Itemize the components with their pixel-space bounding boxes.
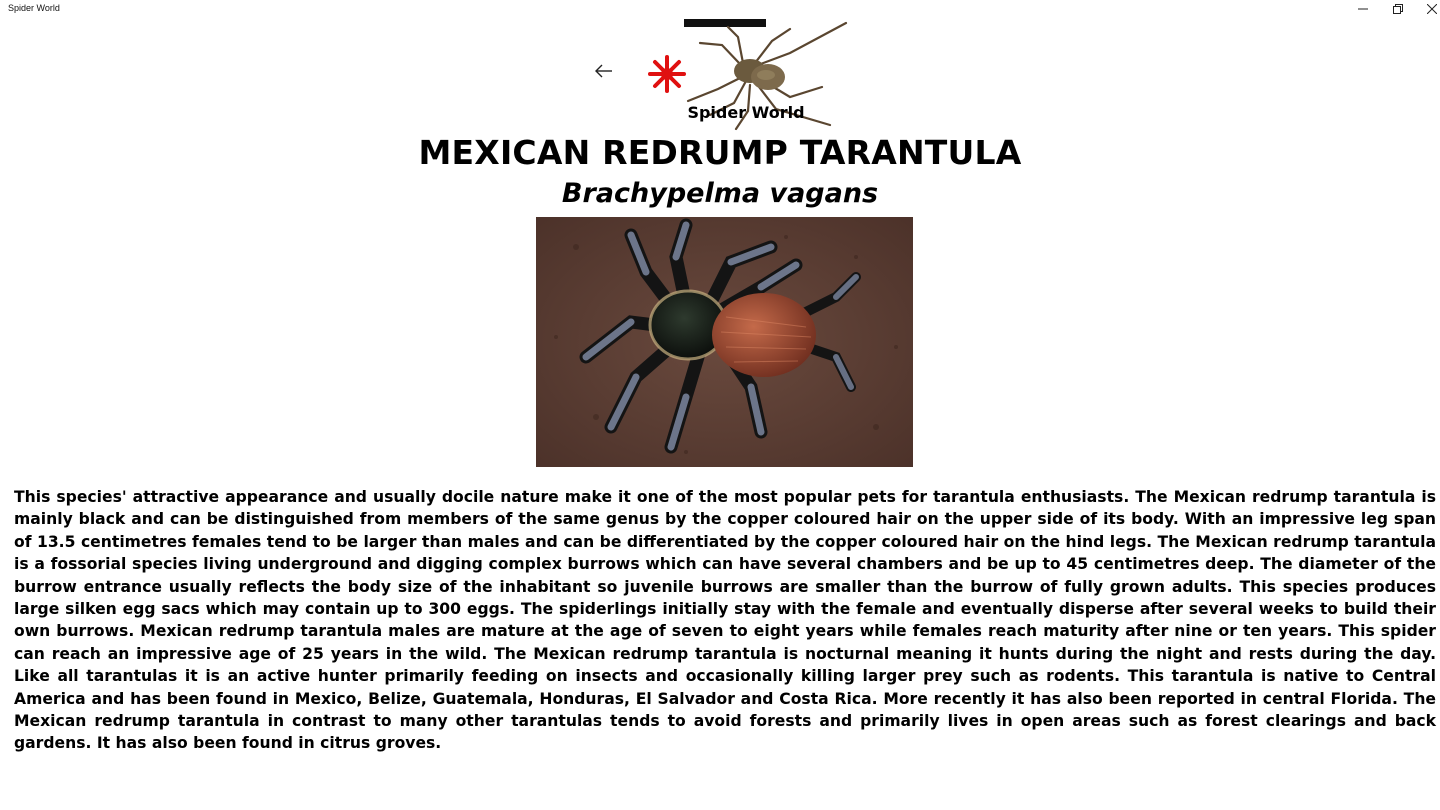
title-bar (0, 0, 1440, 18)
close-icon (1427, 4, 1437, 14)
minimize-button[interactable] (1346, 0, 1380, 18)
species-photo (536, 217, 913, 467)
back-arrow-icon (595, 63, 613, 82)
restore-icon (1393, 4, 1403, 14)
minimize-icon (1358, 4, 1368, 14)
species-common-name: MEXICAN REDRUMP TARANTULA (418, 133, 1022, 172)
back-button[interactable] (593, 61, 615, 83)
logo-text: Spider World (687, 103, 805, 122)
restore-button[interactable] (1381, 0, 1415, 18)
app-title: Spider World (8, 3, 60, 13)
app-logo (640, 19, 852, 131)
species-description: This species' attractive appearance and usually docile nature make it one of the most popular pets for tarantula enthusiasts. The Mexican redrump tarantula is mainly black and can be distinguished from members of the same genus by the copper coloured hair on the upper side of its body. With an impressive leg span of 13.5 centimetres females tend to be larger than males and can be differentiated by the copper coloured hair on the hind legs. The Mexican redrump tarantula is a fossorial species living underground and digging complex burrows which can have several chambers and be up to 45 centimetres deep. The diameter of the burrow entrance usually reflects the body size of the inhabitant so juvenile burrows are smaller than the burrow of fully grown adults. This species produces large silken egg sacs which may contain up to 300 eggs. The spiderlings initially stay with the female and eventually disperse after several weeks to build their own burrows. Mexican redrump tarantula males are mature at the age of seven to eight years while females reach maturity after nine or ten years. This spider can reach an impressive age of 25 years in the wild. The Mexican redrump tarantula is nocturnal meaning it hunts during the night and rests during the day. Like all tarantulas it is an active hunter primarily feeding on insects and occasionally killing larger prey such as rodents. This tarantula is native to Central America and has been found in Mexico, Belize, Guatemala, Honduras, El Salvador and Costa Rica. More recently it has also been reported in central Florida. The Mexican redrump tarantula in contrast to many other tarantulas tends to avoid forests and primarily lives in open areas such as forest clearings and back gardens. It has also been found in citrus groves. (14, 488, 1436, 753)
close-button[interactable] (1415, 0, 1440, 18)
species-scientific-name: Brachypelma vagans (561, 178, 879, 209)
